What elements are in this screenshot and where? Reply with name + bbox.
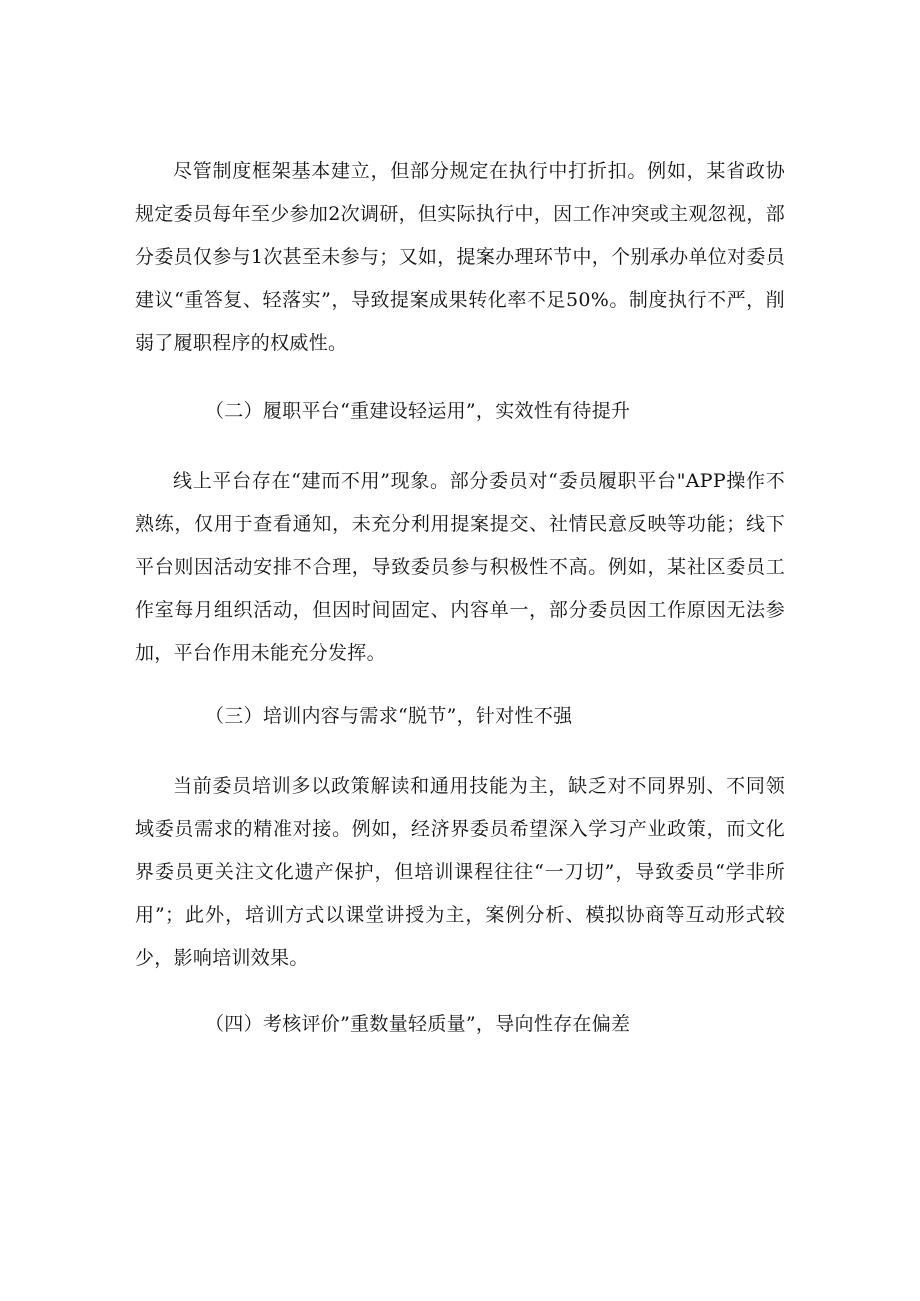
section-heading-2-block — [135, 390, 785, 433]
section-heading-3-block — [135, 695, 785, 738]
paragraph-block-1 — [135, 150, 785, 365]
section-heading: （二）履职平台“重建设轻运用”，实效性有待提升 — [205, 400, 631, 422]
body-paragraph: 线上平台存在“建而不用”现象。部分委员对“委员履职平台"APP操作不熟练，仅用于查看通知，未充分利用提案提交、社情民意反映等功能；线下平台则因活动安排不合理，导致委员参与积极性不高。例如，某社区委员工作室每月组织活动，但因时间固定、内容单一，部分委员因工作原因无法参加，平台作用未能充分发挥。 — [135, 470, 785, 664]
section-heading-4-block — [135, 1003, 785, 1046]
section-heading: （三）培训内容与需求“脱节”，针对性不强 — [205, 705, 573, 727]
section-heading: （四）考核评价”重数量轻质量”，导向性存在偏差 — [205, 1013, 631, 1035]
body-paragraph: 当前委员培训多以政策解读和通用技能为主，缺乏对不同界别、不同领域委员需求的精准对接。例如，经济界委员希望深入学习产业政策，而文化界委员更关注文化遗产保护，但培训课程往往“一刀切”，导致委员“学非所用”；此外，培训方式以课堂讲授为主，案例分析、模拟协商等互动形式较少，影响培训效果。 — [135, 775, 785, 969]
body-paragraph: 尽管制度框架基本建立，但部分规定在执行中打折扣。例如，某省政协规定委员每年至少参加2次调研，但实际执行中，因工作冲突或主观忽视，部分委员仅参与1次甚至未参与；又如，提案办理环节中，个别承办单位对委员建议“重答复、轻落实”，导致提案成果转化率不足50%。制度执行不严，削弱了履职程序的权威性。 — [135, 160, 785, 354]
paragraph-block-2 — [135, 460, 785, 675]
paragraph-block-3 — [135, 765, 785, 980]
